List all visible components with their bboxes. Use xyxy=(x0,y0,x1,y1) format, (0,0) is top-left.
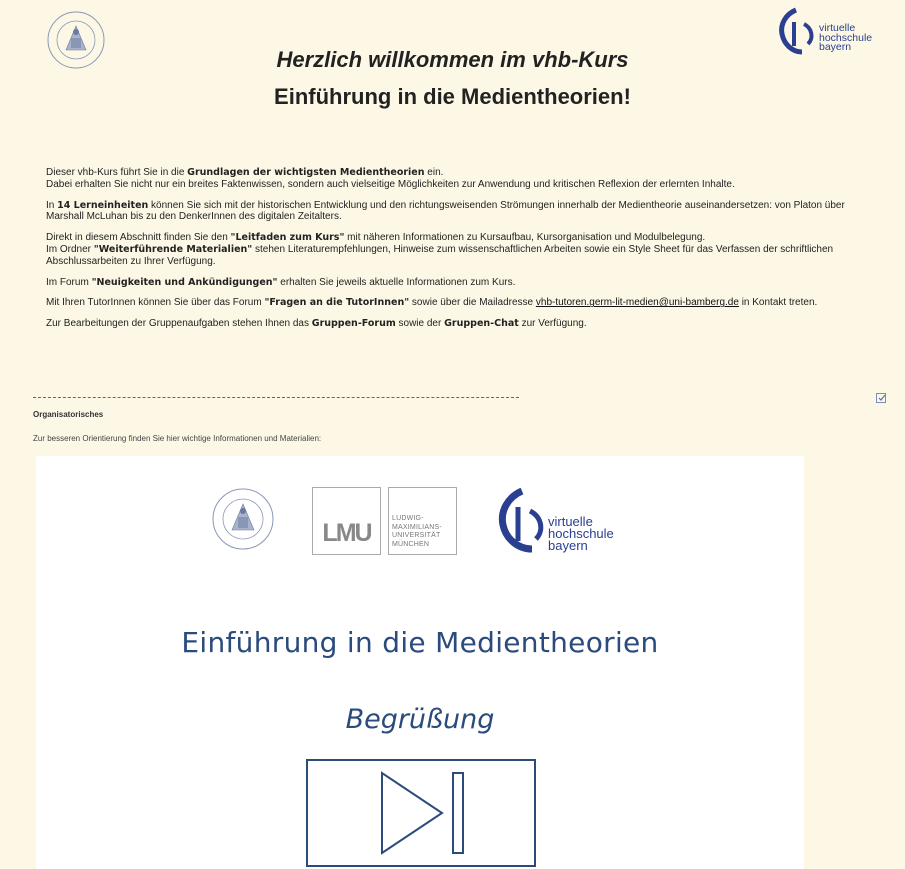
course-title: Einführung in die Medientheorien! xyxy=(274,84,631,109)
video-university-seal-icon xyxy=(208,486,278,552)
vhb-logo-text: virtuelle hochschule bayern xyxy=(819,22,873,53)
video-vhb-text: virtuelle hochschule bayern xyxy=(548,514,614,553)
intro-paragraph-2: In 14 Lerneinheiten können Sie sich mit der historischen Entwicklung und den richtungsweisenden Strömungen innerhalb der Medientheorie auseinandersetzen: von Platon über Marshall McLuhan bis zu den DenkerInnen des digitalen Zeitalters. xyxy=(46,199,845,223)
intro-paragraph-5: Mit Ihren TutorInnen können Sie über das Forum "Fragen an die TutorInnen" sowie über die Mailadresse vhb-tutoren.germ-lit-medien@uni-bamberg.de in Kontakt treten. xyxy=(46,297,818,309)
lmu-name-logo: LUDWIG- MAXIMILIANS- UNIVERSITÄT MÜNCHEN xyxy=(388,487,457,555)
intro-text xyxy=(46,167,858,339)
play-button[interactable] xyxy=(306,759,536,867)
intro-paragraph-6: Zur Bearbeitungen der Gruppenaufgaben stehen Ihnen das Gruppen-Forum sowie der Gruppen-Chat zur Verfügung. xyxy=(46,318,587,330)
video-subtitle: Begrüßung xyxy=(345,704,495,735)
section-description: Zur besseren Orientierung finden Sie hier wichtige Informationen und Materialien: xyxy=(33,434,322,443)
intro-paragraph-3: Direkt in diesem Abschnitt finden Sie den "Leitfaden zum Kurs" mit näheren Informationen zu Kursaufbau, Kursorganisation und Modulbelegung. Im Ordner "Weiterführende Materialien" stehen Literaturempfehlungen, Hinweise zum wissenschaftlichen Arbeiten sowie ein Style Sheet für das Verfassen der schriftlichen Abschlussarbeiten zu Ihrer Verfügung. xyxy=(46,232,834,267)
section-title: Organisatorisches xyxy=(33,410,104,419)
welcome-title: Herzlich willkommen im vhb-Kurs xyxy=(276,47,629,72)
intro-paragraph-1: Dieser vhb-Kurs führt Sie in die Grundlagen der wichtigsten Medientheorien ein. Dabei erhalten Sie nicht nur ein breites Faktenwissen, sondern auch vielseitige Möglichkeiten zur Anwendung und kritischen Reflexion der erlernten Inhalte. xyxy=(46,167,735,190)
video-vhb-logo-icon xyxy=(494,487,554,555)
checkbox-icon[interactable] xyxy=(876,393,886,403)
video-title: Einführung in die Medientheorien xyxy=(181,626,659,659)
lmu-logo: LMU xyxy=(312,487,381,555)
section-divider xyxy=(33,397,519,398)
intro-paragraph-4: Im Forum "Neuigkeiten und Ankündigungen" erhalten Sie jeweils aktuelle Informationen zum Kurs. xyxy=(46,276,516,288)
video-player[interactable] xyxy=(36,456,804,869)
tutor-email-link[interactable]: vhb-tutoren.germ-lit-medien@uni-bamberg.de xyxy=(535,297,739,309)
play-icon xyxy=(308,761,534,865)
